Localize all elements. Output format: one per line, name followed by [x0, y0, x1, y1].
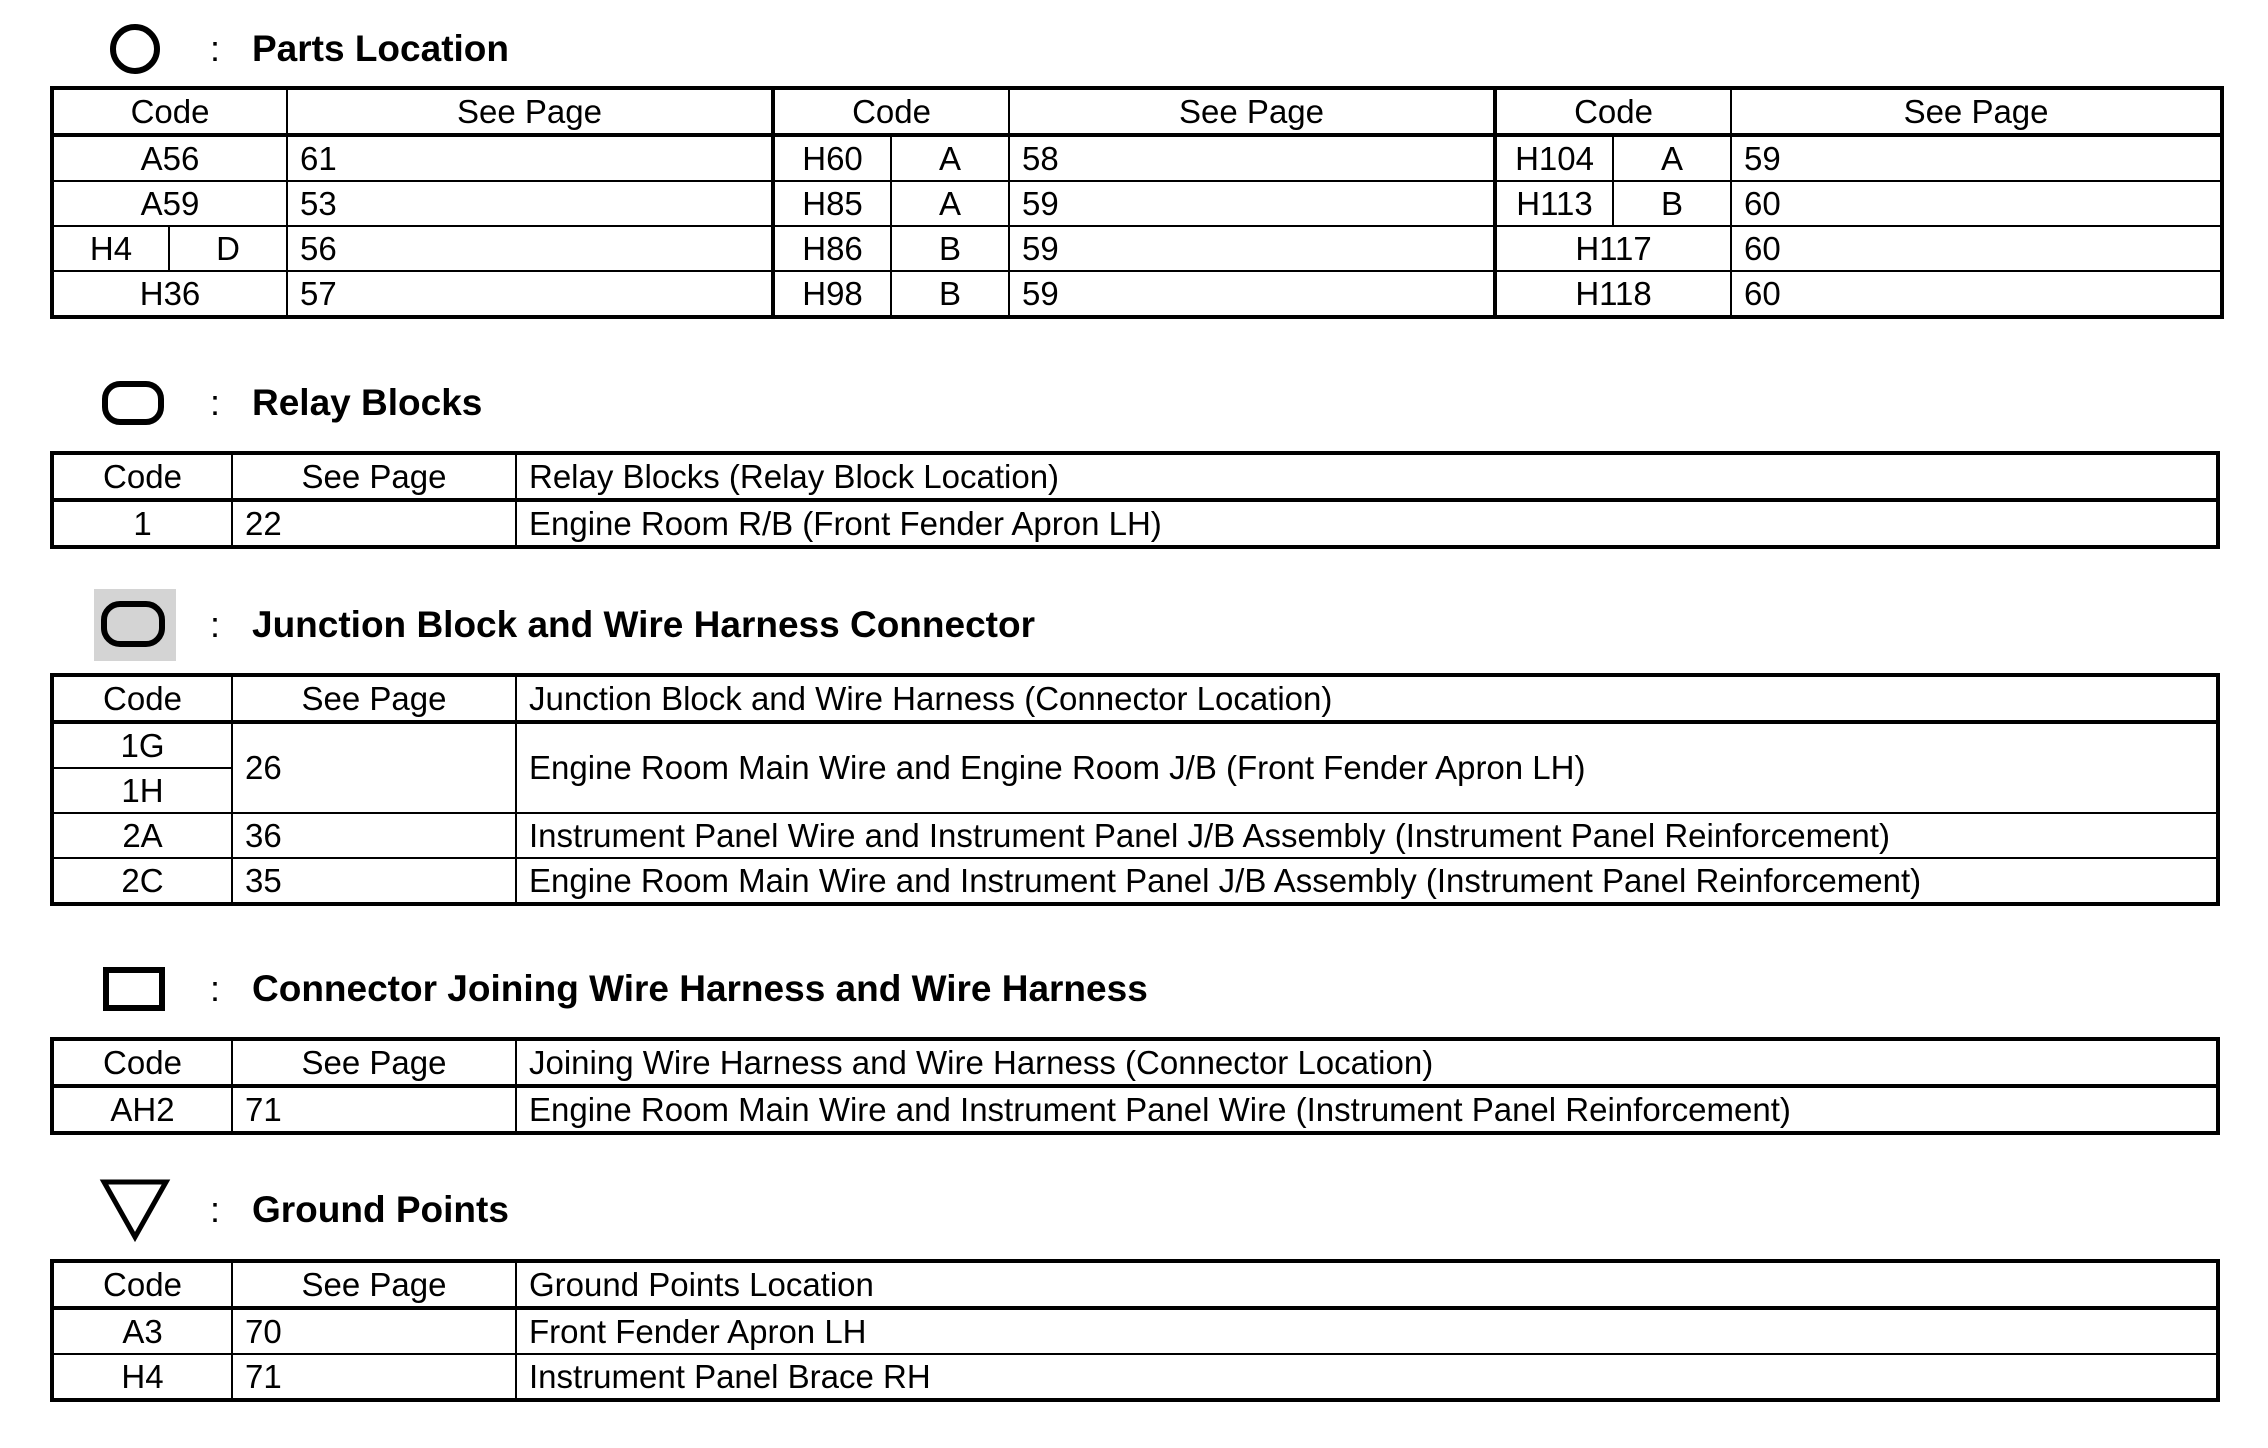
header-see-page: See Page — [1009, 88, 1495, 135]
header-code: Code — [1495, 88, 1731, 135]
page-cell: 60 — [1731, 271, 2222, 317]
section-title: Ground Points — [252, 1189, 509, 1230]
code-cell: 1 — [52, 500, 232, 547]
code-cell: 2A — [52, 813, 232, 858]
junction-block-table — [50, 673, 2220, 906]
sub-code-cell: B — [891, 226, 1009, 271]
header-see-page: See Page — [287, 88, 773, 135]
page-cell: 59 — [1009, 226, 1495, 271]
table-row — [52, 858, 2218, 904]
header-description: Ground Points Location — [516, 1261, 2218, 1308]
colon: : — [210, 604, 221, 645]
sub-code-cell: B — [891, 271, 1009, 317]
header-description: Junction Block and Wire Harness (Connector Location) — [516, 675, 2218, 722]
ground-points-table — [50, 1259, 2220, 1402]
page-cell: 70 — [232, 1308, 516, 1354]
sub-code-cell: D — [169, 226, 287, 271]
code-cell: H104 — [1495, 135, 1613, 181]
page-cell: 22 — [232, 500, 516, 547]
page-cell: 26 — [232, 722, 516, 813]
description-cell: Engine Room Main Wire and Instrument Panel Wire (Instrument Panel Reinforcement) — [516, 1086, 2218, 1133]
section-header-connector-joining — [90, 954, 1148, 1024]
header-code: Code — [52, 453, 232, 500]
table-row — [52, 500, 2218, 547]
page-cell: 56 — [287, 226, 773, 271]
section-title: Relay Blocks — [252, 382, 483, 423]
page-cell: 59 — [1009, 181, 1495, 226]
rectangle-icon — [90, 954, 180, 1024]
page-cell: 53 — [287, 181, 773, 226]
page-cell: 59 — [1731, 135, 2222, 181]
page-cell: 61 — [287, 135, 773, 181]
sub-code-cell: A — [891, 181, 1009, 226]
code-cell: A56 — [52, 135, 287, 181]
circle-icon — [90, 14, 180, 84]
description-cell: Front Fender Apron LH — [516, 1308, 2218, 1354]
code-cell: H113 — [1495, 181, 1613, 226]
sub-code-cell: B — [1613, 181, 1731, 226]
description-cell: Engine Room Main Wire and Engine Room J/B (Front Fender Apron LH) — [516, 722, 2218, 813]
table-header-row — [52, 453, 2218, 500]
code-cell: H85 — [773, 181, 891, 226]
colon: : — [210, 28, 221, 69]
colon: : — [210, 968, 221, 1009]
page-cell: 35 — [232, 858, 516, 904]
header-see-page: See Page — [232, 675, 516, 722]
code-cell: H118 — [1495, 271, 1731, 317]
header-description: Joining Wire Harness and Wire Harness (Connector Location) — [516, 1039, 2218, 1086]
table-row — [52, 722, 2218, 768]
code-cell: H4 — [52, 226, 169, 271]
page-cell: 36 — [232, 813, 516, 858]
header-code: Code — [52, 675, 232, 722]
description-cell: Engine Room R/B (Front Fender Apron LH) — [516, 500, 2218, 547]
table-row — [52, 1086, 2218, 1133]
table-row — [52, 226, 2222, 271]
description-cell: Instrument Panel Brace RH — [516, 1354, 2218, 1400]
rounded-rect-icon — [90, 368, 180, 438]
sub-code-cell: A — [891, 135, 1009, 181]
colon: : — [210, 382, 221, 423]
section-header-relay-blocks — [90, 368, 482, 438]
table-row — [52, 813, 2218, 858]
table-row — [52, 271, 2222, 317]
page-cell: 57 — [287, 271, 773, 317]
code-cell: 1G — [52, 722, 232, 768]
section-title: Junction Block and Wire Harness Connector — [252, 604, 1035, 645]
table-header-row — [52, 1261, 2218, 1308]
table-row — [52, 135, 2222, 181]
code-cell: H117 — [1495, 226, 1731, 271]
code-cell: 2C — [52, 858, 232, 904]
connector-joining-table — [50, 1037, 2220, 1135]
table-header-row — [52, 88, 2222, 135]
code-cell: H98 — [773, 271, 891, 317]
code-cell: A59 — [52, 181, 287, 226]
header-code: Code — [52, 1261, 232, 1308]
page-cell: 59 — [1009, 271, 1495, 317]
description-cell: Instrument Panel Wire and Instrument Panel J/B Assembly (Instrument Panel Reinforcement) — [516, 813, 2218, 858]
shaded-rounded-rect-icon — [90, 590, 180, 660]
header-see-page: See Page — [232, 1261, 516, 1308]
page-cell: 60 — [1731, 181, 2222, 226]
table-row — [52, 1308, 2218, 1354]
header-code: Code — [52, 1039, 232, 1086]
code-cell: 1H — [52, 768, 232, 813]
page-cell: 71 — [232, 1086, 516, 1133]
description-cell: Engine Room Main Wire and Instrument Panel J/B Assembly (Instrument Panel Reinforcement) — [516, 858, 2218, 904]
sub-code-cell: A — [1613, 135, 1731, 181]
header-description: Relay Blocks (Relay Block Location) — [516, 453, 2218, 500]
triangle-down-icon — [90, 1175, 180, 1245]
code-cell: H36 — [52, 271, 287, 317]
table-row — [52, 181, 2222, 226]
colon: : — [210, 1189, 221, 1230]
table-header-row — [52, 675, 2218, 722]
section-title: Connector Joining Wire Harness and Wire Harness — [252, 968, 1148, 1009]
header-see-page: See Page — [1731, 88, 2222, 135]
relay-blocks-table — [50, 451, 2220, 549]
table-header-row — [52, 1039, 2218, 1086]
header-see-page: See Page — [232, 453, 516, 500]
section-title: Parts Location — [252, 28, 509, 69]
code-cell: A3 — [52, 1308, 232, 1354]
parts-location-table — [50, 86, 2224, 319]
code-cell: H4 — [52, 1354, 232, 1400]
code-cell: H86 — [773, 226, 891, 271]
table-row — [52, 1354, 2218, 1400]
code-cell: H60 — [773, 135, 891, 181]
header-code: Code — [52, 88, 287, 135]
page-cell: 71 — [232, 1354, 516, 1400]
section-header-parts-location — [90, 14, 509, 84]
section-header-junction-block — [90, 590, 1035, 660]
code-cell: AH2 — [52, 1086, 232, 1133]
header-code: Code — [773, 88, 1009, 135]
header-see-page: See Page — [232, 1039, 516, 1086]
page-cell: 58 — [1009, 135, 1495, 181]
section-header-ground-points — [90, 1175, 509, 1245]
page-cell: 60 — [1731, 226, 2222, 271]
